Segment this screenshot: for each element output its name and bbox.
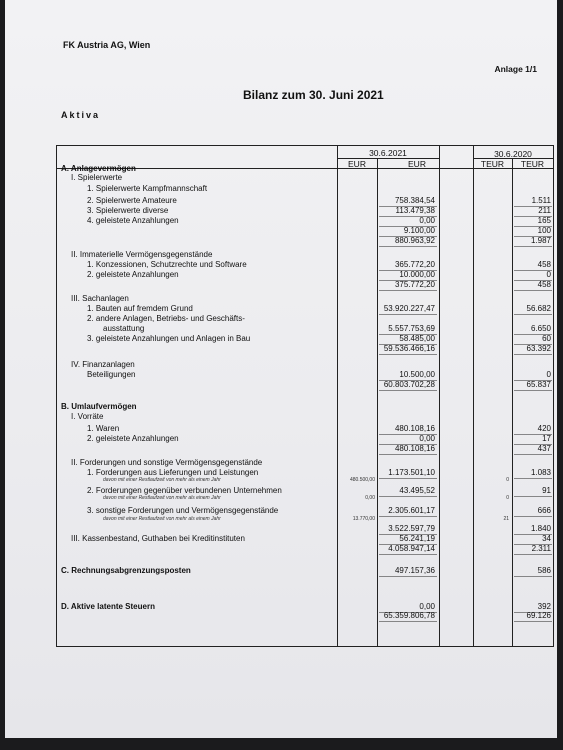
row-label: II. Immaterielle Vermögensgegenstände — [71, 250, 213, 259]
value-underline — [379, 454, 437, 455]
value-underline — [379, 478, 437, 479]
value-eur-2: 480.108,16 — [394, 424, 435, 433]
value-teur-2: 458 — [537, 260, 551, 269]
value-eur-2: 10.000,00 — [399, 270, 435, 279]
row-label: 2. Spielerwerte Amateure — [87, 196, 177, 205]
value-underline — [379, 496, 437, 497]
row-label: B. Umlaufvermögen — [61, 402, 137, 411]
value-underline — [379, 290, 437, 291]
value-teur-2: 1.511 — [531, 196, 551, 205]
row-note: davon mit einer Restlaufzeit von mehr als einem Jahr — [103, 477, 221, 483]
value-eur-2: 56.241,19 — [399, 534, 435, 543]
col-eur-2: EUR — [408, 159, 426, 169]
row-label: 2. andere Anlagen, Betriebs- und Geschäfts- — [87, 314, 245, 323]
value-eur-2: 365.772,20 — [394, 260, 435, 269]
value-teur-2: 666 — [537, 506, 551, 515]
value-teur-2: 165 — [537, 216, 551, 225]
row-label: 1. Bauten auf fremdem Grund — [87, 304, 193, 313]
value-underline — [379, 516, 437, 517]
company-name: FK Austria AG, Wien — [63, 40, 151, 50]
value-teur-1: 21 — [503, 516, 509, 522]
value-eur-2: 497.157,36 — [394, 566, 435, 575]
balance-sheet-table — [56, 145, 554, 647]
value-teur-2: 420 — [537, 424, 551, 433]
row-label: 3. Spielerwerte diverse — [87, 206, 169, 215]
value-teur-2: 60 — [542, 334, 551, 343]
value-teur-2: 458 — [537, 280, 551, 289]
column-divider — [439, 146, 440, 646]
value-teur-2: 437 — [537, 444, 551, 453]
value-eur-2: 59.536.466,16 — [383, 344, 435, 353]
row-label: 2. geleistete Anzahlungen — [87, 270, 179, 279]
value-eur-2: 375.772,20 — [394, 280, 435, 289]
value-underline — [514, 390, 552, 391]
row-label: II. Forderungen und sonstige Vermögensgegenstände — [71, 458, 263, 467]
value-teur-2: 69.126 — [526, 611, 551, 620]
value-underline — [514, 246, 552, 247]
value-eur-2: 1.173.501,10 — [388, 468, 435, 477]
value-eur-1: 0,00 — [365, 495, 375, 501]
value-eur-2: 10.500,00 — [399, 370, 435, 379]
value-eur-2: 758.384,54 — [394, 196, 435, 205]
row-label: D. Aktive latente Steuern — [61, 602, 155, 611]
value-teur-2: 1.083 — [530, 468, 551, 477]
value-teur-2: 91 — [542, 486, 551, 495]
row-label: 1. Forderungen aus Lieferungen und Leistungen — [87, 468, 259, 477]
page-title: Bilanz zum 30. Juni 2021 — [243, 88, 384, 102]
row-label: C. Rechnungsabgrenzungsposten — [61, 566, 191, 575]
value-eur-1: 13.770,00 — [352, 516, 375, 522]
value-eur-2: 880.963,92 — [394, 236, 435, 245]
value-eur-2: 58.485,00 — [399, 334, 435, 343]
value-teur-2: 100 — [537, 226, 551, 235]
column-divider — [512, 158, 513, 646]
value-teur-2: 2.311 — [531, 544, 551, 553]
value-underline — [379, 390, 437, 391]
col-teur-1: TEUR — [480, 159, 505, 169]
row-label: 3. geleistete Anzahlungen und Anlagen in Bau — [87, 334, 251, 343]
section-heading: Aktiva — [61, 110, 101, 120]
value-eur-2: 2.305.601,17 — [388, 506, 435, 515]
value-teur-2: 211 — [538, 206, 551, 215]
value-eur-2: 0,00 — [419, 216, 435, 225]
column-divider — [337, 146, 338, 646]
value-teur-2: 65.837 — [526, 380, 551, 389]
value-underline — [379, 246, 437, 247]
row-label: 2. Forderungen gegenüber verbundenen Unternehmen — [87, 486, 282, 495]
value-underline — [379, 314, 437, 315]
value-teur-2: 586 — [537, 566, 551, 575]
row-label: 1. Konzessionen, Schutzrechte und Software — [87, 260, 247, 269]
value-eur-2: 60.803.702,28 — [383, 380, 435, 389]
value-underline — [379, 621, 437, 622]
row-label: Beteiligungen — [87, 370, 136, 379]
value-underline — [514, 290, 552, 291]
value-teur-2: 34 — [542, 534, 551, 543]
value-underline — [514, 354, 552, 355]
row-label: 1. Spielerwerte Kampfmannschaft — [87, 184, 208, 193]
value-eur-2: 113.479,38 — [395, 206, 435, 215]
value-teur-1: 0 — [506, 495, 509, 501]
col-teur-2: TEUR — [520, 159, 545, 169]
value-underline — [379, 554, 437, 555]
value-eur-2: 4.058.947,14 — [388, 544, 435, 553]
value-eur-2: 0,00 — [419, 602, 435, 611]
value-teur-2: 6.650 — [530, 324, 551, 333]
row-label: III. Sachanlagen — [71, 294, 129, 303]
col-eur-1: EUR — [348, 159, 366, 169]
value-teur-1: 0 — [506, 477, 509, 483]
row-label: A. Anlagevermögen — [61, 164, 136, 173]
value-teur-2: 56.682 — [526, 304, 551, 313]
date-prior: 30.6.2020 — [494, 149, 532, 159]
value-eur-2: 9.100,00 — [403, 226, 435, 235]
row-label: 1. Waren — [87, 424, 120, 433]
attachment-label: Anlage 1/1 — [494, 64, 537, 74]
value-underline — [379, 354, 437, 355]
value-underline — [514, 454, 552, 455]
value-underline — [379, 576, 437, 577]
value-underline — [514, 496, 552, 497]
value-teur-2: 17 — [542, 434, 551, 443]
value-eur-2: 5.557.753,69 — [388, 324, 435, 333]
row-note: davon mit einer Restlaufzeit von mehr als einem Jahr — [103, 516, 221, 522]
date-current: 30.6.2021 — [369, 148, 407, 158]
column-divider — [377, 158, 378, 646]
value-underline — [514, 516, 552, 517]
column-divider — [473, 146, 474, 646]
value-teur-2: 1.987 — [530, 236, 551, 245]
value-eur-2: 480.108,16 — [394, 444, 435, 453]
value-eur-2: 3.522.597,79 — [388, 524, 435, 533]
value-underline — [514, 478, 552, 479]
value-teur-2: 0 — [546, 370, 551, 379]
value-underline — [514, 576, 552, 577]
value-eur-2: 43.495,52 — [399, 486, 435, 495]
value-teur-2: 63.392 — [526, 344, 551, 353]
row-label: I. Vorräte — [71, 412, 104, 421]
value-teur-2: 1.840 — [530, 524, 551, 533]
row-label: III. Kassenbestand, Guthaben bei Kreditinstituten — [71, 534, 245, 543]
value-eur-1: 480.500,00 — [349, 477, 375, 483]
value-eur-2: 53.920.227,47 — [383, 304, 435, 313]
value-teur-2: 392 — [537, 602, 551, 611]
value-underline — [514, 314, 552, 315]
value-underline — [514, 554, 552, 555]
row-label: IV. Finanzanlagen — [71, 360, 135, 369]
row-label: ausstattung — [103, 324, 145, 333]
value-eur-2: 0,00 — [419, 434, 435, 443]
value-eur-2: 65.359.806,78 — [383, 611, 435, 620]
row-label: 2. geleistete Anzahlungen — [87, 434, 179, 443]
row-note: davon mit einer Restlaufzeit von mehr als einem Jahr — [103, 495, 221, 501]
row-label: 3. sonstige Forderungen und Vermögensgegenstände — [87, 506, 279, 515]
value-teur-2: 0 — [546, 270, 551, 279]
row-label: 4. geleistete Anzahlungen — [87, 216, 179, 225]
value-underline — [514, 621, 552, 622]
row-label: I. Spielerwerte — [71, 173, 123, 182]
